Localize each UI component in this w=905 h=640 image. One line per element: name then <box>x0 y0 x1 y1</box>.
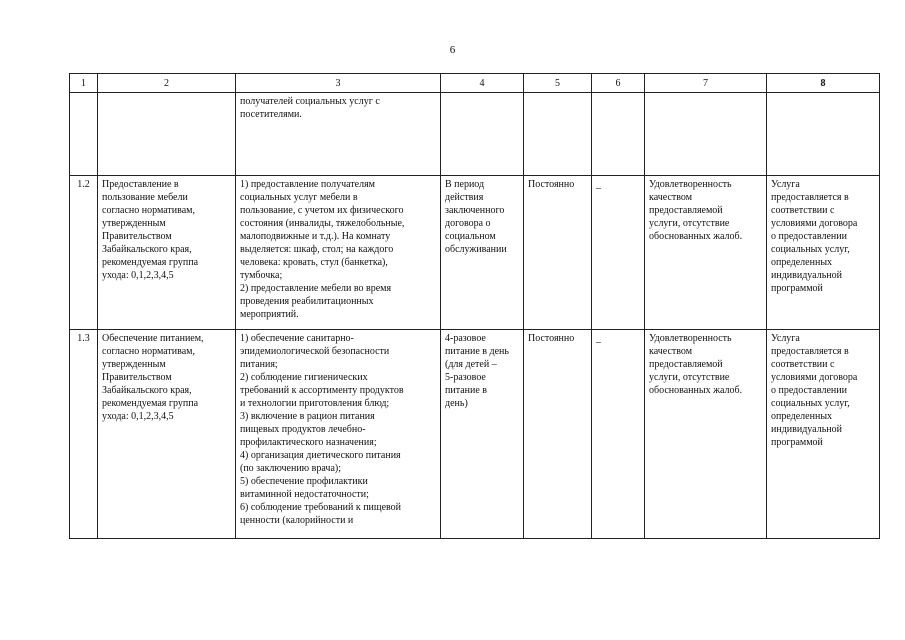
table-row-1-3 <box>70 330 880 539</box>
service-name-cell: Обеспечение питанием, согласно нормативам, утвержденным Правительством Забайкальского края, рекомендуемая группа ухода: 0,1,2,3,4,5 <box>98 330 236 539</box>
header-cell-5: 5 <box>524 74 592 93</box>
page-number: 6 <box>449 44 456 56</box>
service-description-cell: получателей социальных услуг с посетителями. <box>236 93 441 176</box>
service-name-cell <box>98 93 236 176</box>
service-volume-cell: В период действия заключенного договора о социальном обслуживании <box>441 176 524 330</box>
column-6-cell: _ <box>592 330 645 539</box>
header-cell-1: 1 <box>70 74 98 93</box>
quality-indicators-cell <box>645 93 767 176</box>
provision-conditions-cell: Услуга предоставляется в соответствии с условиями договора о предоставлении социальных услуг, определенных индивидуальной программой <box>767 330 880 539</box>
service-volume-cell: 4-разовое питание в день (для детей – 5-разовое питание в день) <box>441 330 524 539</box>
provision-conditions-cell: Услуга предоставляется в соответствии с условиями договора о предоставлении социальных услуг, определенных индивидуальной программой <box>767 176 880 330</box>
header-cell-7: 7 <box>645 74 767 93</box>
service-name-cell: Предоставление в пользование мебели согласно нормативам, утвержденным Правительством Забайкальского края, рекомендуемая группа ухода: 0,1,2,3,4,5 <box>98 176 236 330</box>
row-number <box>70 93 98 176</box>
header-cell-8: 8 <box>767 74 880 93</box>
quality-indicators-cell: Удовлетворенность качеством предоставляемой услуги, отсутствие обоснованных жалоб. <box>645 176 767 330</box>
header-row <box>70 74 880 93</box>
service-frequency-cell: Постоянно <box>524 330 592 539</box>
service-description-cell: 1) обеспечение санитарно- эпидемиологической безопасности питания; 2) соблюдение гигиенических требований к ассортименту продуктов и технологии приготовления блюд; 3) включение в рацион питания пищевых продуктов лечебно- профилактического назначения; 4) организация диетического питания (по заключению врача); 5) обеспечение профилактики витаминной недостаточности; 6) соблюдение требований к пищевой ценности (калорийности и <box>236 330 441 539</box>
column-6-cell: _ <box>592 176 645 330</box>
header-cell-2: 2 <box>98 74 236 93</box>
column-6-cell <box>592 93 645 176</box>
service-volume-cell <box>441 93 524 176</box>
row-number: 1.3 <box>70 330 98 539</box>
header-cell-4: 4 <box>441 74 524 93</box>
service-frequency-cell: Постоянно <box>524 176 592 330</box>
provision-conditions-cell <box>767 93 880 176</box>
row-number: 1.2 <box>70 176 98 330</box>
header-cell-6: 6 <box>592 74 645 93</box>
table-row-1-2 <box>70 176 880 330</box>
header-cell-3: 3 <box>236 74 441 93</box>
service-frequency-cell <box>524 93 592 176</box>
quality-indicators-cell: Удовлетворенность качеством предоставляемой услуги, отсутствие обоснованных жалоб. <box>645 330 767 539</box>
services-table <box>69 73 880 539</box>
table-row-continuation <box>70 93 880 176</box>
service-description-cell: 1) предоставление получателям социальных услуг мебели в пользование, с учетом их физического состояния (инвалиды, тяжелобольные, малоподвижные и т.д.). На комнату выделяется: шкаф, стол; на каждого человека: кровать, стул (банкетка), тумбочка; 2) предоставление мебели во время проведения реабилитационных мероприятий. <box>236 176 441 330</box>
